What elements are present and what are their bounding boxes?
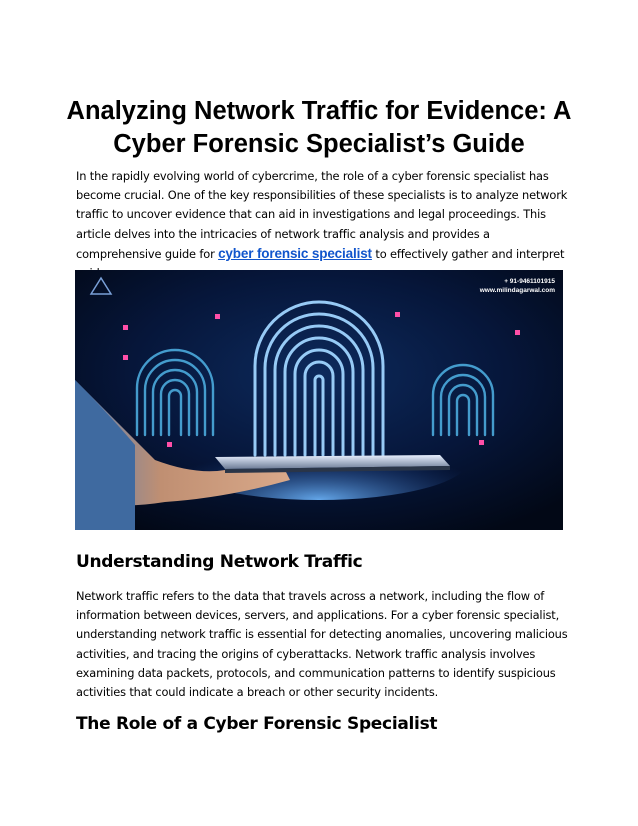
- intro-text: In the rapidly evolving world of cybercrime, the role of a cyber forensic specialist has become crucial. One of the key responsibilities of these specialists is to analyze network traffic to uncover evidence that can aid in investigations and legal proceedings. This article delves into the intricacies of network traffic analysis and provides a comprehensive guide for: [76, 169, 568, 261]
- intro-paragraph: [76, 167, 576, 283]
- section-heading-role: The Role of a Cyber Forensic Specialist: [76, 714, 438, 734]
- section-paragraph-understanding: Network traffic refers to the data that travels across a network, including the flow of information between devices, servers, and applications. For a cyber forensic specialist, understanding network traffic is essential for detecting anomalies, uncovering malicious activities, and tracing the origins of cyberattacks. Network traffic analysis involves examining data packets, protocols, and communication patterns to identify suspicious activities that could indicate a breach or other security incidents.: [76, 589, 568, 700]
- cyber-forensic-specialist-link[interactable]: cyber forensic specialist: [218, 245, 372, 261]
- hero-image: [75, 270, 563, 530]
- article-title: Analyzing Network Traffic for Evidence: A Cyber Forensic Specialist’s Guide: [66, 97, 572, 158]
- section-heading-understanding: Understanding Network Traffic: [76, 552, 363, 572]
- image-contact-phone: + 91-9461101915: [504, 278, 555, 285]
- image-contact-website: www.milindagarwal.com: [479, 287, 555, 294]
- fingerprint-tablet-illustration: [75, 270, 563, 530]
- intro-text-end: to effectively gather and interpret: [375, 246, 565, 261]
